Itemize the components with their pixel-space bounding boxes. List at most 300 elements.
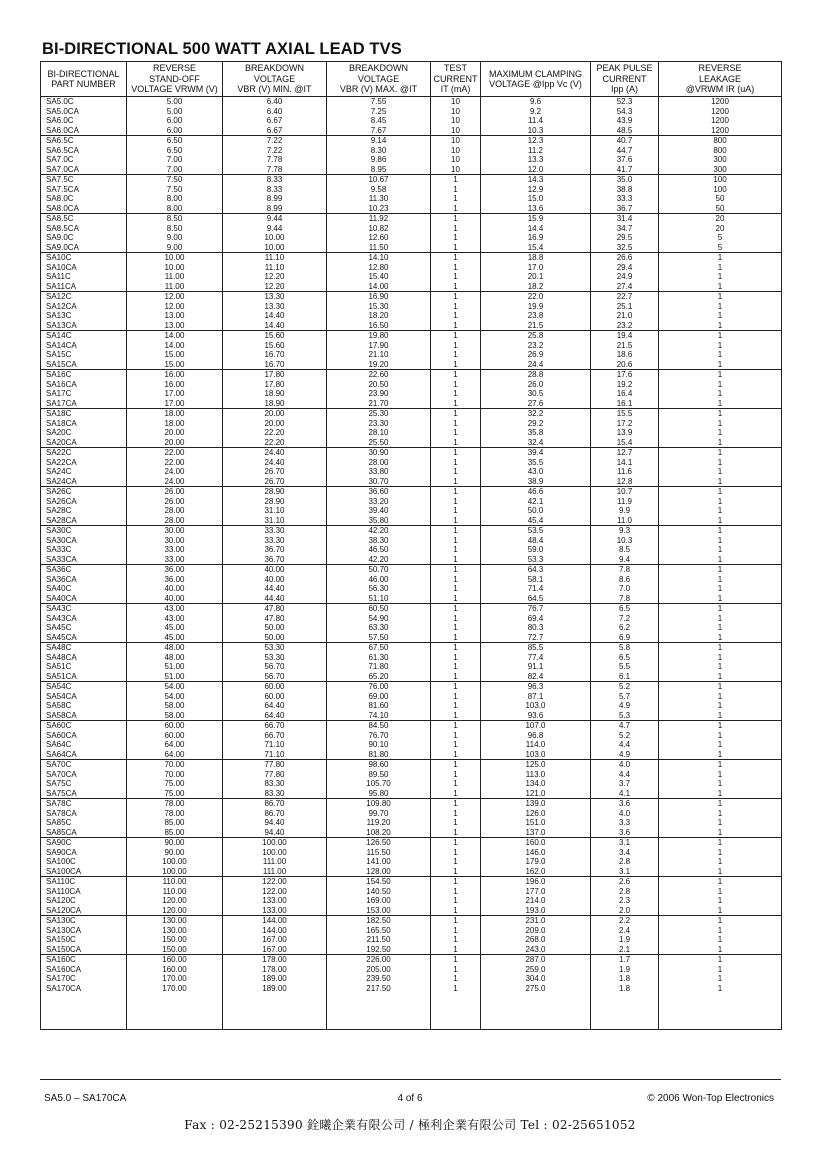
cell-stand-off-voltage: 8.00 xyxy=(127,204,223,214)
cell-breakdown-min: 178.00 xyxy=(223,955,327,965)
header-line: CURRENT xyxy=(602,73,647,84)
cell-reverse-leakage: 1 xyxy=(659,643,782,653)
cell-peak-pulse-current: 4.9 xyxy=(591,750,659,760)
cell-test-current: 1 xyxy=(431,965,481,975)
cell-part-number: SA36CA xyxy=(41,575,127,585)
header-line: STAND-OFF xyxy=(149,73,200,84)
cell-part-number: SA90C xyxy=(41,838,127,848)
cell-part-number: SA51CA xyxy=(41,672,127,682)
cell-reverse-leakage: 300 xyxy=(659,165,782,175)
header-breakdown-max xyxy=(327,62,431,97)
cell-peak-pulse-current: 3.6 xyxy=(591,799,659,809)
cell-breakdown-max: 10.67 xyxy=(327,175,431,185)
cell-breakdown-min: 24.40 xyxy=(223,448,327,458)
cell-part-number: SA30CA xyxy=(41,536,127,546)
table-row xyxy=(41,662,782,672)
cell-reverse-leakage: 1 xyxy=(659,321,782,331)
cell-breakdown-max: 12.60 xyxy=(327,233,431,243)
table-row xyxy=(41,877,782,887)
cell-peak-pulse-current: 24.9 xyxy=(591,272,659,282)
table-row xyxy=(41,448,782,458)
cell-part-number: SA78CA xyxy=(41,809,127,819)
cell-part-number: SA26CA xyxy=(41,497,127,507)
table-row xyxy=(41,984,782,994)
table-empty-space xyxy=(41,993,782,1030)
cell-clamping-voltage: 77.4 xyxy=(481,653,591,663)
cell-peak-pulse-current: 6.5 xyxy=(591,653,659,663)
table-row xyxy=(41,867,782,877)
cell-clamping-voltage: 9.6 xyxy=(481,97,591,107)
cell-part-number: SA85CA xyxy=(41,828,127,838)
cell-clamping-voltage: 11.2 xyxy=(481,146,591,156)
cell-part-number: SA45CA xyxy=(41,633,127,643)
cell-reverse-leakage: 20 xyxy=(659,224,782,234)
cell-reverse-leakage: 1 xyxy=(659,555,782,565)
cell-clamping-voltage: 18.2 xyxy=(481,282,591,292)
cell-reverse-leakage: 1 xyxy=(659,331,782,341)
table-row xyxy=(41,731,782,741)
cell-clamping-voltage: 125.0 xyxy=(481,760,591,770)
cell-part-number: SA36C xyxy=(41,565,127,575)
cell-peak-pulse-current: 5.7 xyxy=(591,692,659,702)
cell-breakdown-max: 81.80 xyxy=(327,750,431,760)
cell-part-number: SA18CA xyxy=(41,419,127,429)
cell-clamping-voltage: 15.4 xyxy=(481,243,591,253)
cell-stand-off-voltage: 54.00 xyxy=(127,692,223,702)
header-stand-off-voltage xyxy=(127,62,223,97)
cell-stand-off-voltage: 9.00 xyxy=(127,243,223,253)
table-row xyxy=(41,857,782,867)
cell-stand-off-voltage: 5.00 xyxy=(127,97,223,107)
cell-part-number: SA11C xyxy=(41,272,127,282)
cell-part-number: SA85C xyxy=(41,818,127,828)
cell-breakdown-max: 63.30 xyxy=(327,623,431,633)
cell-peak-pulse-current: 13.9 xyxy=(591,428,659,438)
cell-clamping-voltage: 24.4 xyxy=(481,360,591,370)
cell-breakdown-max: 153.00 xyxy=(327,906,431,916)
cell-test-current: 1 xyxy=(431,614,481,624)
cell-peak-pulse-current: 7.0 xyxy=(591,584,659,594)
table-row xyxy=(41,253,782,263)
cell-test-current: 1 xyxy=(431,350,481,360)
cell-stand-off-voltage: 8.50 xyxy=(127,214,223,224)
cell-breakdown-max: 65.20 xyxy=(327,672,431,682)
cell-breakdown-min: 178.00 xyxy=(223,965,327,975)
header-test-current xyxy=(431,62,481,97)
header-peak-pulse-current xyxy=(591,62,659,97)
header-line: VOLTAGE xyxy=(357,73,400,84)
table-row xyxy=(41,682,782,692)
cell-test-current: 1 xyxy=(431,321,481,331)
cell-stand-off-voltage: 5.00 xyxy=(127,107,223,117)
cell-reverse-leakage: 1 xyxy=(659,974,782,984)
cell-breakdown-max: 154.50 xyxy=(327,877,431,887)
cell-breakdown-max: 19.80 xyxy=(327,331,431,341)
cell-stand-off-voltage: 70.00 xyxy=(127,760,223,770)
cell-peak-pulse-current: 2.6 xyxy=(591,877,659,887)
cell-clamping-voltage: 268.0 xyxy=(481,935,591,945)
cell-test-current: 1 xyxy=(431,682,481,692)
cell-stand-off-voltage: 12.00 xyxy=(127,302,223,312)
table-row xyxy=(41,428,782,438)
cell-stand-off-voltage: 14.00 xyxy=(127,331,223,341)
cell-part-number: SA24CA xyxy=(41,477,127,487)
empty-cell xyxy=(431,993,481,1030)
cell-test-current: 1 xyxy=(431,360,481,370)
cell-reverse-leakage: 1 xyxy=(659,311,782,321)
cell-test-current: 1 xyxy=(431,672,481,682)
cell-peak-pulse-current: 5.2 xyxy=(591,682,659,692)
table-row xyxy=(41,955,782,965)
table-row xyxy=(41,272,782,282)
cell-part-number: SA10CA xyxy=(41,263,127,273)
cell-breakdown-max: 51.10 xyxy=(327,594,431,604)
cell-test-current: 1 xyxy=(431,760,481,770)
cell-part-number: SA6.0CA xyxy=(41,126,127,136)
table-row xyxy=(41,750,782,760)
table-row xyxy=(41,292,782,302)
cell-breakdown-min: 22.20 xyxy=(223,428,327,438)
cell-breakdown-min: 28.90 xyxy=(223,497,327,507)
cell-peak-pulse-current: 12.8 xyxy=(591,477,659,487)
cell-stand-off-voltage: 78.00 xyxy=(127,809,223,819)
cell-part-number: SA7.0C xyxy=(41,155,127,165)
cell-peak-pulse-current: 26.6 xyxy=(591,253,659,263)
cell-clamping-voltage: 91.1 xyxy=(481,662,591,672)
cell-part-number: SA6.0C xyxy=(41,116,127,126)
cell-test-current: 1 xyxy=(431,331,481,341)
table-row xyxy=(41,584,782,594)
cell-peak-pulse-current: 48.5 xyxy=(591,126,659,136)
cell-stand-off-voltage: 10.00 xyxy=(127,263,223,273)
cell-part-number: SA170C xyxy=(41,974,127,984)
cell-stand-off-voltage: 8.50 xyxy=(127,224,223,234)
cell-peak-pulse-current: 1.8 xyxy=(591,974,659,984)
cell-reverse-leakage: 1 xyxy=(659,536,782,546)
cell-part-number: SA43C xyxy=(41,604,127,614)
header-line: CURRENT xyxy=(433,73,478,84)
cell-breakdown-min: 36.70 xyxy=(223,545,327,555)
cell-breakdown-max: 33.80 xyxy=(327,467,431,477)
cell-clamping-voltage: 38.9 xyxy=(481,477,591,487)
cell-test-current: 1 xyxy=(431,487,481,497)
table-row xyxy=(41,828,782,838)
cell-clamping-voltage: 96.8 xyxy=(481,731,591,741)
table-row xyxy=(41,146,782,156)
header-line: BI-DIRECTIONAL xyxy=(47,68,120,79)
cell-stand-off-voltage: 90.00 xyxy=(127,838,223,848)
cell-reverse-leakage: 1 xyxy=(659,809,782,819)
cell-peak-pulse-current: 5.2 xyxy=(591,731,659,741)
cell-stand-off-voltage: 43.00 xyxy=(127,614,223,624)
cell-clamping-voltage: 12.3 xyxy=(481,136,591,146)
cell-breakdown-min: 40.00 xyxy=(223,565,327,575)
cell-clamping-voltage: 16.9 xyxy=(481,233,591,243)
cell-part-number: SA7.5CA xyxy=(41,185,127,195)
cell-stand-off-voltage: 58.00 xyxy=(127,711,223,721)
cell-test-current: 1 xyxy=(431,175,481,185)
cell-test-current: 1 xyxy=(431,653,481,663)
cell-test-current: 1 xyxy=(431,292,481,302)
cell-part-number: SA78C xyxy=(41,799,127,809)
cell-peak-pulse-current: 32.5 xyxy=(591,243,659,253)
empty-cell xyxy=(41,993,127,1030)
cell-breakdown-min: 6.67 xyxy=(223,116,327,126)
cell-breakdown-min: 100.00 xyxy=(223,848,327,858)
cell-clamping-voltage: 15.9 xyxy=(481,214,591,224)
cell-reverse-leakage: 1 xyxy=(659,575,782,585)
table-row xyxy=(41,555,782,565)
cell-breakdown-min: 16.70 xyxy=(223,360,327,370)
table-row xyxy=(41,779,782,789)
cell-peak-pulse-current: 44.7 xyxy=(591,146,659,156)
cell-test-current: 1 xyxy=(431,302,481,312)
cell-reverse-leakage: 1 xyxy=(659,389,782,399)
cell-breakdown-max: 21.70 xyxy=(327,399,431,409)
cell-breakdown-max: 141.00 xyxy=(327,857,431,867)
cell-breakdown-max: 16.90 xyxy=(327,292,431,302)
cell-breakdown-min: 50.00 xyxy=(223,633,327,643)
cell-peak-pulse-current: 3.1 xyxy=(591,838,659,848)
cell-test-current: 1 xyxy=(431,604,481,614)
table-row xyxy=(41,643,782,653)
cell-test-current: 1 xyxy=(431,662,481,672)
cell-peak-pulse-current: 25.1 xyxy=(591,302,659,312)
cell-test-current: 1 xyxy=(431,477,481,487)
cell-part-number: SA9.0CA xyxy=(41,243,127,253)
cell-reverse-leakage: 1 xyxy=(659,633,782,643)
cell-stand-off-voltage: 170.00 xyxy=(127,984,223,994)
cell-reverse-leakage: 1 xyxy=(659,497,782,507)
cell-reverse-leakage: 1 xyxy=(659,263,782,273)
cell-stand-off-voltage: 10.00 xyxy=(127,253,223,263)
header-line: IT (mA) xyxy=(440,84,471,95)
cell-stand-off-voltage: 58.00 xyxy=(127,701,223,711)
cell-breakdown-min: 7.22 xyxy=(223,146,327,156)
cell-clamping-voltage: 32.4 xyxy=(481,438,591,448)
cell-breakdown-max: 23.30 xyxy=(327,419,431,429)
cell-test-current: 1 xyxy=(431,877,481,887)
cell-clamping-voltage: 50.0 xyxy=(481,506,591,516)
cell-part-number: SA8.5CA xyxy=(41,224,127,234)
cell-part-number: SA5.0CA xyxy=(41,107,127,117)
table-row xyxy=(41,575,782,585)
cell-stand-off-voltage: 48.00 xyxy=(127,643,223,653)
header-line: BREAKDOWN xyxy=(348,63,408,74)
cell-test-current: 1 xyxy=(431,721,481,731)
cell-peak-pulse-current: 36.7 xyxy=(591,204,659,214)
cell-breakdown-min: 9.44 xyxy=(223,224,327,234)
cell-peak-pulse-current: 11.0 xyxy=(591,516,659,526)
cell-breakdown-min: 16.70 xyxy=(223,350,327,360)
cell-breakdown-min: 15.60 xyxy=(223,331,327,341)
cell-stand-off-voltage: 130.00 xyxy=(127,926,223,936)
cell-reverse-leakage: 1 xyxy=(659,487,782,497)
cell-stand-off-voltage: 48.00 xyxy=(127,653,223,663)
cell-clamping-voltage: 137.0 xyxy=(481,828,591,838)
cell-breakdown-min: 47.80 xyxy=(223,604,327,614)
cell-breakdown-max: 90.10 xyxy=(327,740,431,750)
cell-part-number: SA100CA xyxy=(41,867,127,877)
cell-breakdown-min: 7.78 xyxy=(223,155,327,165)
cell-part-number: SA17C xyxy=(41,389,127,399)
cell-breakdown-min: 6.40 xyxy=(223,97,327,107)
cell-clamping-voltage: 193.0 xyxy=(481,906,591,916)
cell-stand-off-voltage: 7.00 xyxy=(127,165,223,175)
cell-peak-pulse-current: 5.8 xyxy=(591,643,659,653)
cell-stand-off-voltage: 11.00 xyxy=(127,272,223,282)
cell-test-current: 1 xyxy=(431,789,481,799)
cell-reverse-leakage: 1 xyxy=(659,965,782,975)
cell-clamping-voltage: 214.0 xyxy=(481,896,591,906)
cell-clamping-voltage: 53.3 xyxy=(481,555,591,565)
cell-breakdown-min: 17.80 xyxy=(223,370,327,380)
cell-reverse-leakage: 1200 xyxy=(659,107,782,117)
cell-reverse-leakage: 1 xyxy=(659,467,782,477)
cell-peak-pulse-current: 6.5 xyxy=(591,604,659,614)
table-row xyxy=(41,848,782,858)
cell-breakdown-max: 84.50 xyxy=(327,721,431,731)
cell-stand-off-voltage: 33.00 xyxy=(127,555,223,565)
cell-part-number: SA11CA xyxy=(41,282,127,292)
cell-reverse-leakage: 1200 xyxy=(659,97,782,107)
cell-part-number: SA60C xyxy=(41,721,127,731)
cell-peak-pulse-current: 8.5 xyxy=(591,545,659,555)
cell-test-current: 1 xyxy=(431,867,481,877)
cell-breakdown-min: 144.00 xyxy=(223,916,327,926)
cell-reverse-leakage: 1 xyxy=(659,428,782,438)
header-line: VBR (V) MAX. @IT xyxy=(339,84,418,95)
cell-stand-off-voltage: 60.00 xyxy=(127,721,223,731)
cell-peak-pulse-current: 54.3 xyxy=(591,107,659,117)
cell-stand-off-voltage: 7.50 xyxy=(127,175,223,185)
cell-peak-pulse-current: 38.8 xyxy=(591,185,659,195)
cell-part-number: SA10C xyxy=(41,253,127,263)
cell-test-current: 1 xyxy=(431,692,481,702)
cell-reverse-leakage: 1 xyxy=(659,584,782,594)
cell-stand-off-voltage: 120.00 xyxy=(127,906,223,916)
cell-reverse-leakage: 1200 xyxy=(659,126,782,136)
cell-clamping-voltage: 21.5 xyxy=(481,321,591,331)
table-row xyxy=(41,506,782,516)
cell-breakdown-max: 128.00 xyxy=(327,867,431,877)
cell-part-number: SA20C xyxy=(41,428,127,438)
cell-peak-pulse-current: 6.2 xyxy=(591,623,659,633)
cell-clamping-voltage: 93.6 xyxy=(481,711,591,721)
cell-clamping-voltage: 162.0 xyxy=(481,867,591,877)
table-row xyxy=(41,194,782,204)
table-row xyxy=(41,331,782,341)
cell-peak-pulse-current: 6.9 xyxy=(591,633,659,643)
cell-part-number: SA150C xyxy=(41,935,127,945)
cell-peak-pulse-current: 11.6 xyxy=(591,467,659,477)
cell-breakdown-min: 94.40 xyxy=(223,818,327,828)
cell-test-current: 1 xyxy=(431,740,481,750)
cell-reverse-leakage: 800 xyxy=(659,146,782,156)
cell-reverse-leakage: 1 xyxy=(659,350,782,360)
cell-breakdown-max: 165.50 xyxy=(327,926,431,936)
cell-breakdown-max: 56.30 xyxy=(327,584,431,594)
cell-breakdown-min: 60.00 xyxy=(223,692,327,702)
cell-clamping-voltage: 107.0 xyxy=(481,721,591,731)
header-line: LEAKAGE xyxy=(698,73,742,84)
table-row xyxy=(41,185,782,195)
cell-part-number: SA13C xyxy=(41,311,127,321)
cell-clamping-voltage: 160.0 xyxy=(481,838,591,848)
cell-clamping-voltage: 15.0 xyxy=(481,194,591,204)
cell-test-current: 1 xyxy=(431,809,481,819)
cell-breakdown-max: 105.70 xyxy=(327,779,431,789)
cell-clamping-voltage: 43.0 xyxy=(481,467,591,477)
cell-breakdown-min: 133.00 xyxy=(223,906,327,916)
cell-reverse-leakage: 1 xyxy=(659,887,782,897)
cell-breakdown-max: 14.00 xyxy=(327,282,431,292)
cell-clamping-voltage: 121.0 xyxy=(481,789,591,799)
cell-breakdown-max: 169.00 xyxy=(327,896,431,906)
cell-clamping-voltage: 134.0 xyxy=(481,779,591,789)
table-row xyxy=(41,282,782,292)
cell-peak-pulse-current: 2.2 xyxy=(591,916,659,926)
header-line: PART NUMBER xyxy=(51,79,116,89)
cell-test-current: 1 xyxy=(431,506,481,516)
table-row xyxy=(41,916,782,926)
table-row xyxy=(41,165,782,175)
cell-test-current: 1 xyxy=(431,594,481,604)
table-row xyxy=(41,594,782,604)
cell-stand-off-voltage: 110.00 xyxy=(127,887,223,897)
cell-breakdown-max: 50.70 xyxy=(327,565,431,575)
cell-breakdown-max: 8.30 xyxy=(327,146,431,156)
cell-clamping-voltage: 59.0 xyxy=(481,545,591,555)
header-breakdown-min xyxy=(223,62,327,97)
cell-stand-off-voltage: 51.00 xyxy=(127,662,223,672)
table-row xyxy=(41,233,782,243)
cell-clamping-voltage: 177.0 xyxy=(481,887,591,897)
cell-reverse-leakage: 1 xyxy=(659,789,782,799)
cell-test-current: 1 xyxy=(431,896,481,906)
cell-clamping-voltage: 196.0 xyxy=(481,877,591,887)
cell-stand-off-voltage: 30.00 xyxy=(127,536,223,546)
cell-test-current: 1 xyxy=(431,409,481,419)
cell-stand-off-voltage: 13.00 xyxy=(127,311,223,321)
cell-peak-pulse-current: 2.0 xyxy=(591,906,659,916)
cell-breakdown-max: 8.95 xyxy=(327,165,431,175)
cell-clamping-voltage: 45.4 xyxy=(481,516,591,526)
cell-clamping-voltage: 231.0 xyxy=(481,916,591,926)
header-line: MAXIMUM CLAMPING xyxy=(488,68,582,79)
header-line: Ipp (A) xyxy=(610,84,638,95)
cell-breakdown-min: 7.22 xyxy=(223,136,327,146)
cell-test-current: 1 xyxy=(431,848,481,858)
cell-peak-pulse-current: 16.1 xyxy=(591,399,659,409)
cell-reverse-leakage: 1 xyxy=(659,516,782,526)
cell-peak-pulse-current: 43.9 xyxy=(591,116,659,126)
cell-breakdown-min: 6.67 xyxy=(223,126,327,136)
header-line: VOLTAGE xyxy=(253,73,296,84)
cell-part-number: SA15C xyxy=(41,350,127,360)
cell-breakdown-max: 21.10 xyxy=(327,350,431,360)
cell-breakdown-max: 7.67 xyxy=(327,126,431,136)
cell-stand-off-voltage: 64.00 xyxy=(127,750,223,760)
cell-test-current: 1 xyxy=(431,224,481,234)
table-row xyxy=(41,974,782,984)
cell-test-current: 1 xyxy=(431,419,481,429)
cell-peak-pulse-current: 17.6 xyxy=(591,370,659,380)
table-row xyxy=(41,945,782,955)
cell-test-current: 1 xyxy=(431,516,481,526)
cell-breakdown-max: 7.55 xyxy=(327,97,431,107)
footer-page-number: 4 of 6 xyxy=(397,1093,423,1104)
